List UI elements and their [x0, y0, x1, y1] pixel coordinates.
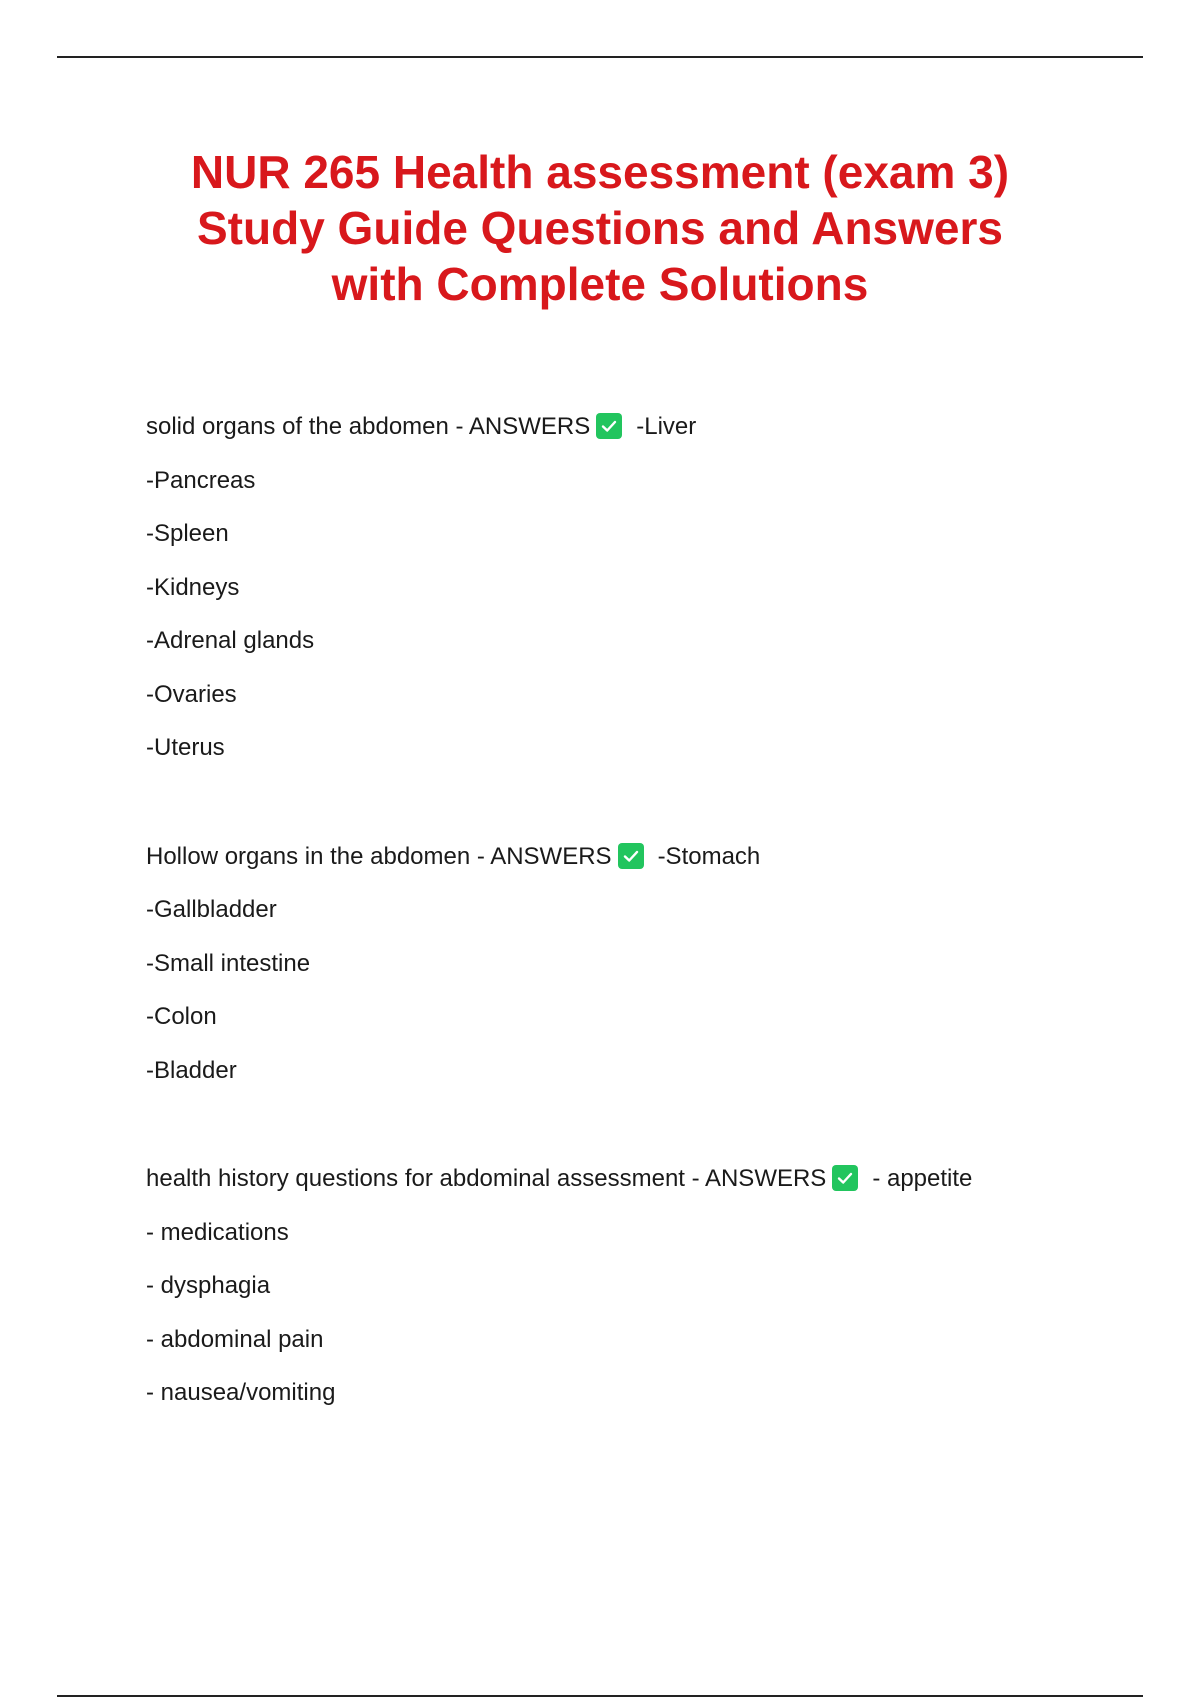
- answers-marker: ANSWERS: [704, 1165, 827, 1192]
- bottom-rule: [57, 1695, 1143, 1697]
- answers-marker: ANSWERS: [490, 842, 612, 870]
- answer-item: -Adrenal glands: [146, 627, 315, 654]
- answer-item: -Kidneys: [146, 573, 240, 601]
- question-line: [146, 400, 1106, 454]
- answers-marker: ANSWERS: [468, 413, 591, 440]
- answer-item: -Gallbladder: [146, 896, 277, 923]
- question-text: solid organs of the abdomen -: [146, 413, 469, 440]
- check-icon: [618, 843, 644, 869]
- title-line: NUR 265 Health assessment (exam 3): [190, 146, 1010, 198]
- answer-item: -Liver: [636, 413, 697, 440]
- title-line: Study Guide Questions and Answers: [197, 202, 1003, 254]
- question-line: [146, 830, 1106, 884]
- answer-item: -Pancreas: [146, 466, 256, 494]
- qa-block: [146, 830, 1106, 1098]
- answer-item: - appetite: [872, 1165, 973, 1192]
- question-text: health history questions for abdominal assessment -: [146, 1165, 705, 1192]
- answer-item: -Uterus: [146, 734, 225, 761]
- check-icon: [832, 1165, 858, 1191]
- qa-content: [146, 400, 1106, 1475]
- answer-item: - medications: [146, 1218, 289, 1246]
- top-rule: [57, 56, 1143, 58]
- answer-item: -Stomach: [657, 842, 761, 870]
- answer-item: -Bladder: [146, 1056, 237, 1084]
- answer-item: -Colon: [146, 1003, 217, 1030]
- answer-item: - dysphagia: [146, 1272, 271, 1299]
- answer-item: - abdominal pain: [146, 1325, 324, 1353]
- qa-block: [146, 1152, 1106, 1420]
- qa-block: [146, 400, 1106, 775]
- answer-item: -Small intestine: [146, 949, 311, 977]
- question-line: [146, 1152, 1106, 1206]
- answer-item: -Ovaries: [146, 680, 237, 708]
- answer-item: - nausea/vomiting: [146, 1379, 336, 1406]
- question-text: Hollow organs in the abdomen -: [146, 842, 491, 870]
- title-line: with Complete Solutions: [331, 258, 869, 310]
- document-title: [120, 144, 1080, 312]
- check-icon: [596, 413, 622, 439]
- answer-item: -Spleen: [146, 520, 229, 547]
